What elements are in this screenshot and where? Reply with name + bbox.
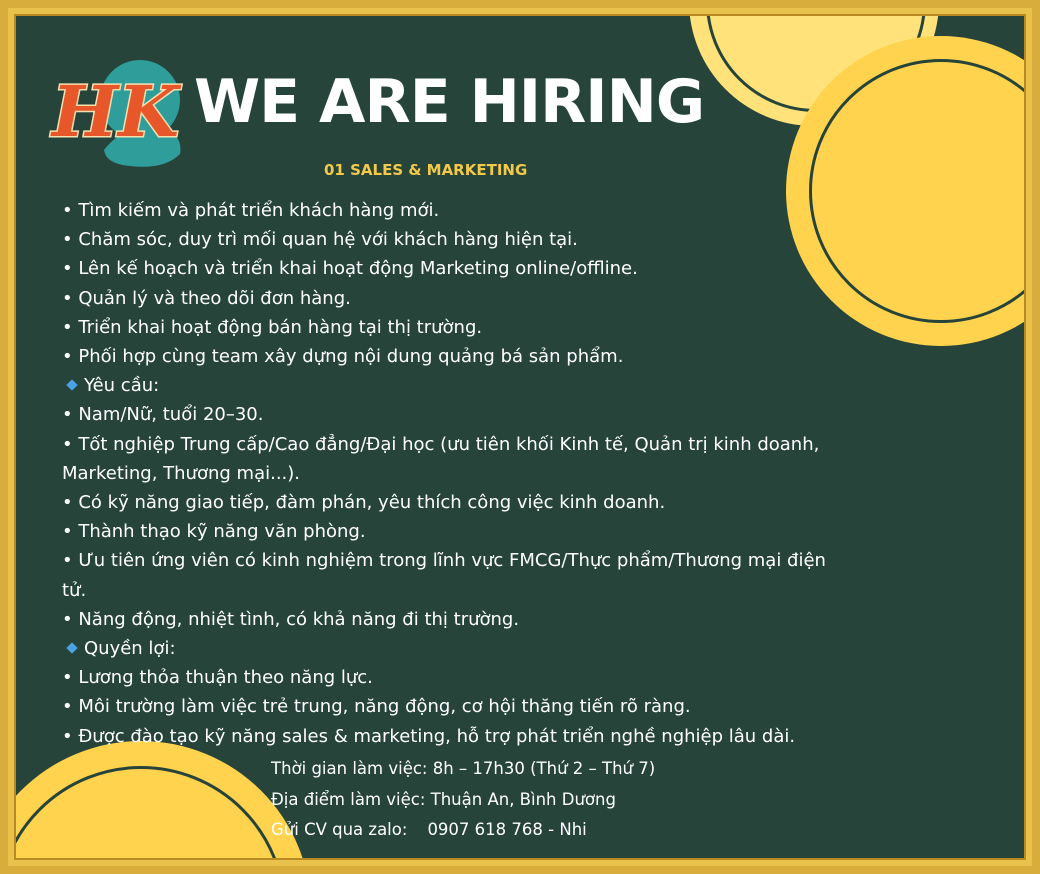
- benefit-item: • Lương thỏa thuận theo năng lực.: [62, 667, 373, 689]
- requirements-heading: [62, 371, 992, 400]
- requirement-item: • Năng động, nhiệt tình, có khả năng đi thị trường.: [62, 608, 520, 630]
- requirement-item: • Ưu tiên ứng viên có kinh nghiệm trong lĩnh vực FMCG/Thực phẩm/Thương mại điện: [62, 550, 826, 572]
- benefits-title: Quyền lợi:: [84, 638, 176, 660]
- duty-item: • Tìm kiếm và phát triển khách hàng mới.: [62, 200, 440, 221]
- duty-item: • Lên kế hoạch và triển khai hoạt động Marketing online/offline.: [62, 258, 638, 280]
- benefits-heading: [62, 634, 992, 663]
- contact-info: [271, 754, 655, 846]
- job-position-title: 01 SALES & MARKETING: [324, 161, 528, 179]
- benefit-item: • Môi trường làm việc trẻ trung, năng động, cơ hội thăng tiến rõ ràng.: [62, 696, 691, 718]
- diamond-icon: [66, 642, 77, 653]
- diamond-icon: [66, 380, 77, 391]
- requirement-item: • Thành thạo kỹ năng văn phòng.: [62, 521, 366, 543]
- duty-item: • Quản lý và theo dõi đơn hàng.: [62, 287, 351, 309]
- duty-item: • Phối hợp cùng team xây dựng nội dung quảng bá sản phẩm.: [62, 346, 624, 368]
- svg-text:HK: HK: [52, 70, 179, 153]
- requirements-title: Yêu cầu:: [84, 375, 160, 397]
- poster-panel: [14, 14, 1026, 860]
- requirement-item: • Tốt nghiệp Trung cấp/Cao đẳng/Đại học (ưu tiên khối Kinh tế, Quản trị kinh doanh,: [62, 433, 820, 455]
- zalo-contact: 0907 618 768 - Nhi: [427, 820, 587, 839]
- requirement-item: Marketing, Thương mại...).: [62, 462, 301, 484]
- benefit-item: • Được đào tạo kỹ năng sales & marketing, hỗ trợ phát triển nghề nghiệp lâu dài.: [62, 725, 796, 747]
- work-location: Địa điểm làm việc: Thuận An, Bình Dương: [271, 789, 616, 809]
- duty-item: • Chăm sóc, duy trì mối quan hệ với khách hàng hiện tại.: [62, 229, 578, 251]
- working-hours: Thời gian làm việc: 8h – 17h30 (Thứ 2 – Thứ 7): [271, 759, 656, 778]
- requirement-item: • Có kỹ năng giao tiếp, đàm phán, yêu thích công việc kinh doanh.: [62, 492, 666, 514]
- headline: WE ARE HIRING: [194, 67, 705, 137]
- job-description: [62, 196, 992, 751]
- cv-label: Gửi CV qua zalo:: [271, 820, 408, 839]
- hk-logo: [44, 54, 204, 174]
- requirement-item: tử.: [62, 579, 87, 601]
- requirement-item: • Nam/Nữ, tuổi 20–30.: [62, 404, 264, 426]
- duty-item: • Triển khai hoạt động bán hàng tại thị trường.: [62, 316, 483, 338]
- cv-submission: [271, 815, 655, 846]
